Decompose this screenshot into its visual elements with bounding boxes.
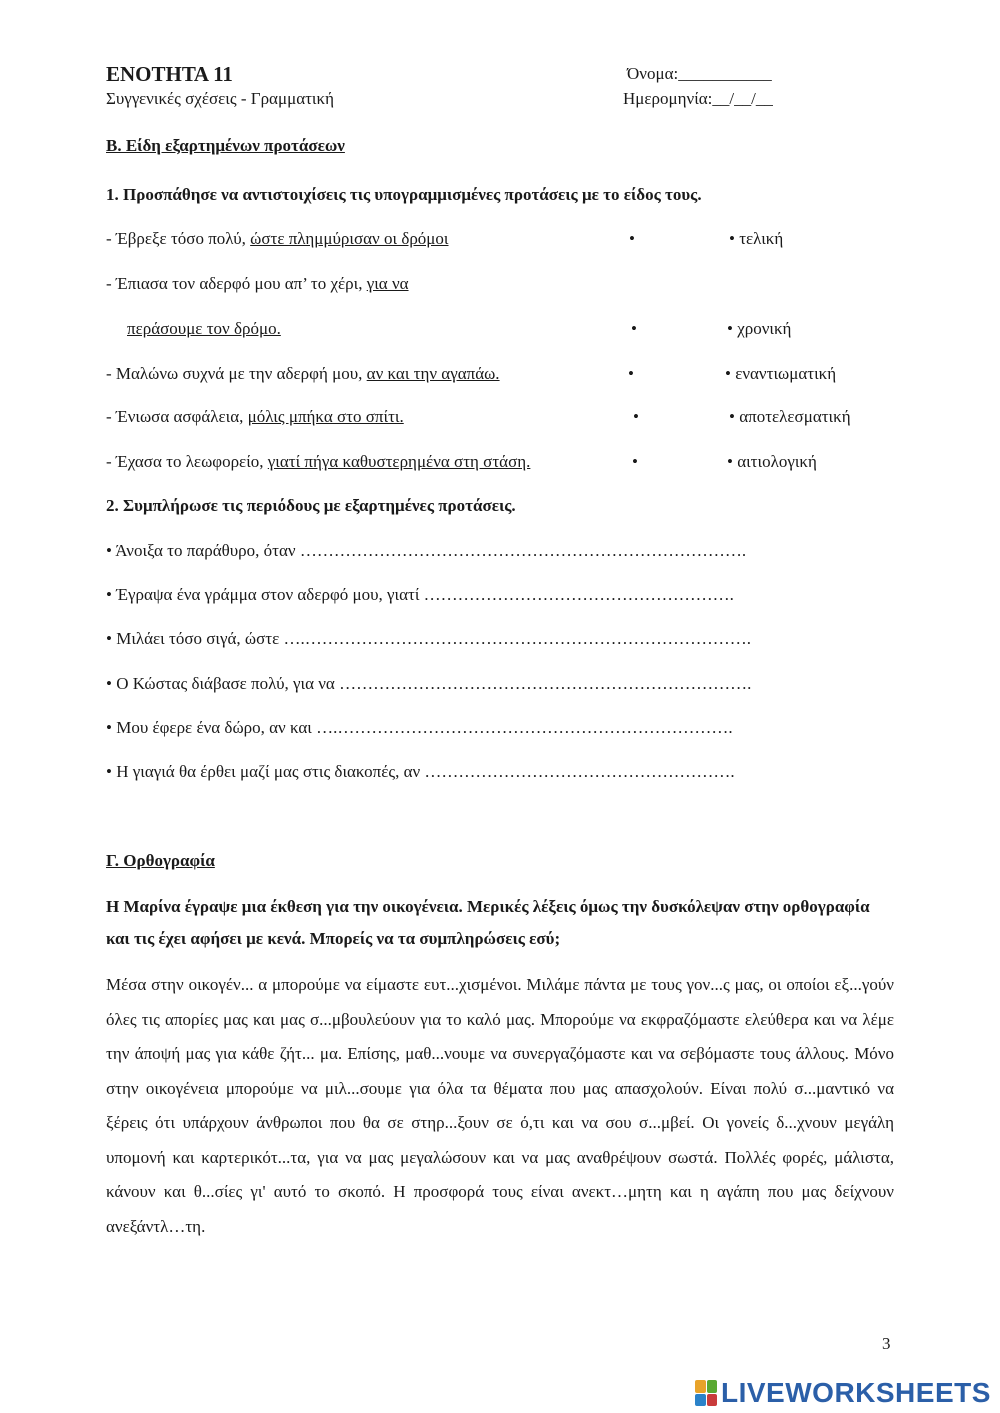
question-2-title: 2. Συμπλήρωσε τις περιόδους με εξαρτημένες προτάσεις. (106, 496, 516, 515)
name-field-label: Όνομα:___________ (627, 64, 772, 83)
fill-sentence-2[interactable]: • Έγραψα ένα γράμμα στον αδερφό μου, γιατί ………………………………………………. (106, 585, 734, 604)
unit-subtitle: Συγγενικές σχέσεις - Γραμματική (106, 89, 334, 108)
fill-sentence-6[interactable]: • Η γιαγιά θα έρθει μαζί μας στις διακοπές, αν ………………………………………………. (106, 762, 735, 781)
date-field-label: Ημερομηνία:__/__/__ (623, 89, 773, 108)
section-b-heading: Β. Είδη εξαρτημένων προτάσεων (106, 136, 345, 155)
unit-title: ΕΝΟΤΗΤΑ 11 (106, 62, 233, 86)
fill-sentence-4[interactable]: • Ο Κώστας διάβασε πολύ, για να ………………………………………………………………. (106, 674, 752, 693)
match-type-consecutive[interactable]: • αποτελεσματική (729, 407, 851, 426)
match-sentence-1: - Έβρεξε τόσο πολύ, ώστε πλημμύρισαν οι δρόμοι (106, 229, 449, 248)
match-type-causal[interactable]: • αιτιολογική (727, 452, 817, 471)
match-dot-sentence-1[interactable]: • (629, 229, 635, 248)
question-1-title: 1. Προσπάθησε να αντιστοιχίσεις τις υπογραμμισμένες προτάσεις με το είδος τους. (106, 185, 702, 204)
fill-sentence-5[interactable]: • Μου έφερε ένα δώρο, αν και ….……………………………………………………………. (106, 718, 733, 737)
match-type-final[interactable]: • τελική (729, 229, 784, 248)
fill-sentence-1[interactable]: • Άνοιξα το παράθυρο, όταν ……………………………………………………………………. (106, 541, 747, 560)
match-dot-sentence-3[interactable]: • (628, 364, 634, 383)
match-sentence-2-continued: περάσουμε τον δρόμο. (127, 319, 281, 338)
spelling-instructions: Η Μαρίνα έγραψε μια έκθεση για την οικογένεια. Μερικές λέξεις όμως την δυσκόλεψαν στην ορθογραφία και τις έχει αφήσει με κενά. Μπορείς να τα συμπληρώσεις εσύ; (106, 897, 870, 948)
match-sentence-4: - Ένιωσα ασφάλεια, μόλις μπήκα στο σπίτι. (106, 407, 404, 426)
match-dot-sentence-2[interactable]: • (631, 319, 637, 338)
match-sentence-3: - Μαλώνω συχνά με την αδερφή μου, αν και την αγαπάω. (106, 364, 500, 383)
match-dot-sentence-4[interactable]: • (633, 407, 639, 426)
section-c-heading: Γ. Ορθογραφία (106, 851, 215, 870)
match-sentence-5: - Έχασα το λεωφορείο, γιατί πήγα καθυστερημένα στη στάση. (106, 452, 531, 471)
liveworksheets-logo-text: LIVEWORKSHEETS (721, 1377, 991, 1408)
spelling-paragraph[interactable]: Μέσα στην οικογέν... α μπορούμε να είμαστε ευτ...χισμένοι. Μιλάμε πάντα με τους γον...ς μας, οι οποίοι εξ...γούν όλες τις απορίες μας και μας σ...μβουλεύουν για το καλό μας. Μπορούμε να εκφραζόμαστε ελεύθερα και να λέμε την άποψή μας για κάθε ζήτ... μα. Επίσης, μαθ...νουμε να συνεργαζόμαστε και να σεβόμαστε τους άλλους. Μόνο στην οικογένεια μπορούμε να μιλ...σουμε για όλα τα θέματα που μας απασχολούν. Είναι πολύ σ...μαντικό να ξέρεις ότι υπάρχουν άνθρωποι που θα σε στηρ...ξουν σε ό,τι και να σου σ...μβεί. Οι γονείς δ...χνουν μεγάλη υπομονή και καρτερικότ...τα, για να μας μεγαλώσουν και να μας αναθρέψουν σωστά. Πολλές φορές, μάλιστα, κάνουν και θ...σίες γι' αυτό το σκοπό. Η προσφορά τους είναι ανεκτ…μητη και η αγάπη που μας δείχνουν ανεξάντλ…τη. (106, 975, 894, 1236)
liveworksheets-logo (695, 1377, 991, 1409)
fill-sentence-3[interactable]: • Μιλάει τόσο σιγά, ώστε ….……………………………………………………………………. (106, 629, 751, 648)
page-number: 3 (882, 1334, 891, 1353)
liveworksheets-logo-icon (695, 1380, 717, 1406)
match-sentence-2: - Έπιασα τον αδερφό μου απ’ το χέρι, για να (106, 274, 409, 293)
match-dot-sentence-5[interactable]: • (632, 452, 638, 471)
match-type-temporal[interactable]: • χρονική (727, 319, 792, 338)
match-type-concessive[interactable]: • εναντιωματική (725, 364, 837, 383)
